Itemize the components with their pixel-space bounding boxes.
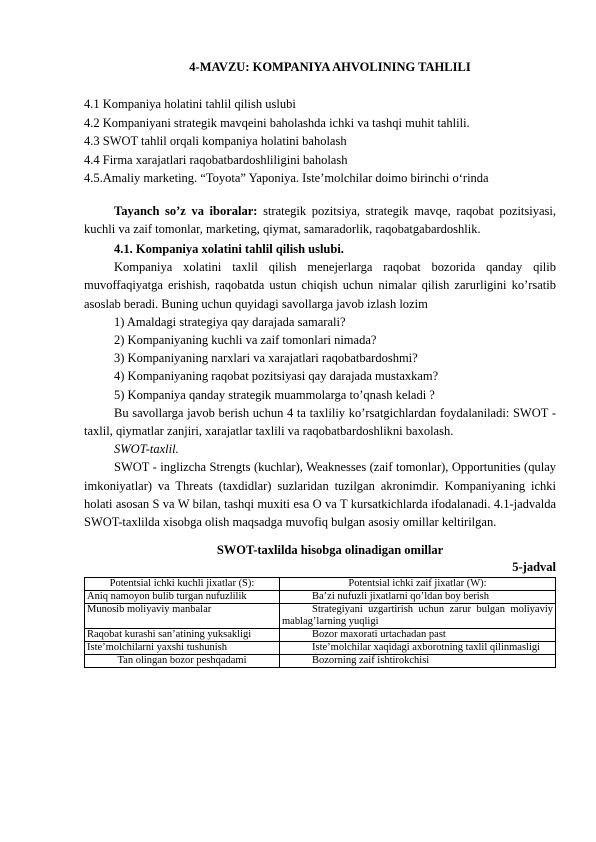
table-header-row: [85, 578, 556, 591]
table-cell: Strategiyani uzgartirish uchun zarur bulgan moliyaviy mablag’larning yuqligi: [280, 604, 556, 629]
table-title: SWOT-taxlilda hisobga olinadigan omillar: [216, 543, 444, 558]
table-cell: Bozor maxorati urtachadan past: [280, 629, 556, 642]
keywords-label: Tayanch so’z va iboralar:: [114, 203, 258, 218]
table-header-weaknesses: Potentsial ichki zaif jixatlar (W):: [280, 578, 556, 591]
table-row: [85, 604, 556, 629]
document-page: [84, 60, 556, 668]
table-cell: Iste’molchilarni yaxshi tushunish: [85, 642, 280, 655]
swot-paragraph: SWOT - inglizcha Strengts (kuchlar), Weaknesses (zaif tomonlar), Opportunities (qulay imkoniyatlar) va Threats (taxdidlar) suzlaridan tuzilgan akronimdir. Kompaniyaning ichki holati asosan S va W bilan, tashqi muxiti esa O va T kursatkichlarda ifodalanadi. 4.1-jadvalda SWOT-taxlilda xisobga olish maqsadga muvofiq bulgan asosiy omillar keltirilgan.: [84, 460, 556, 529]
list-item: 4) Kompaniyaning raqobat pozitsiyasi qay darajada mustaxkam?: [114, 369, 439, 384]
page-title: 4-MAVZU: KOMPANIYA AHVOLINING TAHLILI: [189, 60, 471, 74]
swot-table: [84, 577, 556, 668]
table-cell: Tan olingan bozor peshqadami: [85, 655, 280, 668]
table-cell: Raqobat kurashi san’atining yuksakligi: [85, 629, 280, 642]
questions-list: [84, 313, 556, 404]
toc-item: 4.5.Amaliy marketing. “Toyota” Yaponiya. Iste’molchilar doimo birinchi o‘rinda: [84, 171, 489, 185]
list-item: 3) Kompaniyaning narxlari va xarajatlari raqobatbardoshmi?: [114, 351, 418, 366]
keywords-paragraph: [84, 202, 556, 238]
table-header-strengths: Potentsial ichki kuchli jixatlar (S):: [85, 578, 280, 591]
table-cell: Ba’zi nufuzli jixatlarni qo’ldan boy berish: [280, 591, 556, 604]
table-cell: Munosib moliyaviy manbalar: [85, 604, 280, 629]
table-cell: Bozorning zaif ishtirokchisi: [280, 655, 556, 668]
keywords-text: strategik pozitsiya, strategik mavqe, raqobat pozitsiyasi, kuchli va zaif tomonlar, marketing, qiymat, samaradorlik, raqobatgabardoshlik.: [84, 203, 557, 236]
section-heading: 4.1. Kompaniya xolatini tahlil qilish uslubi.: [114, 241, 344, 256]
table-row: [85, 655, 556, 668]
table-row: [85, 629, 556, 642]
table-row: [85, 642, 556, 655]
list-item: 1) Amaldagi strategiya qay darajada samarali?: [114, 314, 346, 329]
table-of-contents: [84, 95, 556, 188]
toc-item: 4.2 Kompaniyani strategik mavqeini baholashda ichki va tashqi muhit tahlili.: [84, 115, 470, 130]
table-label: 5-jadval: [512, 560, 556, 575]
intro-paragraph: Kompaniya xolatini taxlil qilish menejerlarga raqobat bozorida qanday qilib muvoffaqiyatga erishish, raqobatda ustun chiqish uchun nimalar qilish zarurligini ko’rsatib asoslab beradi. Buning uchun quyidagi savollarga javob izlash lozim: [84, 260, 556, 311]
toc-item: 4.1 Kompaniya holatini tahlil qilish uslubi: [84, 97, 296, 111]
toc-item: 4.4 Firma xarajatlari raqobatbardoshliligini baholash: [84, 152, 348, 167]
table-cell: Aniq namoyon bulib turgan nufuzlilik: [85, 591, 280, 604]
list-item: 2) Kompaniyaning kuchli va zaif tomonlari nimada?: [114, 332, 377, 347]
table-row: [85, 591, 556, 604]
swot-subheading: SWOT-taxlil.: [114, 442, 179, 457]
answer-paragraph: Bu savollarga javob berish uchun 4 ta taxliliy ko’rsatgichlardan foydalaniladi: SWOT - taxlil, qiymatlar zanjiri, xarajatlar taxlili va raqobatbardoshlikni baxolash.: [84, 405, 556, 438]
toc-item: 4.3 SWOT tahlil orqali kompaniya holatini baholash: [84, 134, 347, 148]
list-item: 5) Kompaniya qanday strategik muammolarga to’qnash keladi ?: [114, 387, 435, 402]
table-cell: Iste’molchilar xaqidagi axborotning taxlil qilinmasligi: [280, 642, 556, 655]
